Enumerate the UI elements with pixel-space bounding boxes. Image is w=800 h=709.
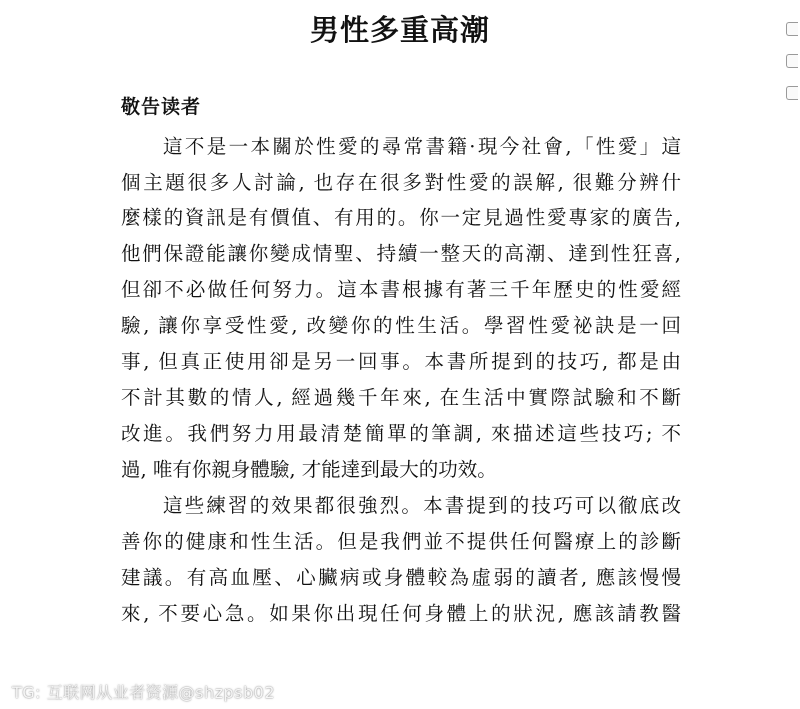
side-tab-icon[interactable] bbox=[786, 22, 798, 36]
side-tabs bbox=[786, 22, 800, 118]
text-line: 過, 唯有你親身體驗, 才能達到最大的功效。 bbox=[121, 458, 497, 481]
text-line: 這不是一本關於性愛的尋常書籍·現今社會,「性愛」這 bbox=[163, 135, 681, 158]
text-line: 但卻不必做任何努力。這本書根據有著三千年歷史的性愛經 bbox=[121, 278, 681, 301]
text-line: 麼樣的資訊是有價值、有用的。你一定見過性愛專家的廣告, bbox=[121, 206, 681, 229]
text-line: 善你的健康和性生活。但是我們並不提供任何醫療上的診斷 bbox=[121, 530, 681, 553]
page-title: 男性多重高潮 bbox=[309, 13, 490, 47]
text-line: 這些練習的效果都很強烈。本書提到的技巧可以徹底改 bbox=[163, 494, 681, 517]
text-line: 個主題很多人討論, 也存在很多對性愛的誤解, 很難分辨什 bbox=[121, 171, 681, 194]
text-line: 不計其數的情人, 經過幾千年來, 在生活中實際試驗和不斷 bbox=[121, 386, 681, 409]
side-tab-icon[interactable] bbox=[786, 86, 798, 100]
text-line: 改進。我們努力用最清楚簡單的筆調, 來描述這些技巧; 不 bbox=[121, 422, 681, 445]
text-line: 建議。有高血壓、心臟病或身體較為虛弱的讀者, 應該慢慢 bbox=[121, 566, 681, 589]
side-tab-icon[interactable] bbox=[786, 54, 798, 68]
watermark-text: TG: 互联网从业者资源@shzpsb02 bbox=[12, 683, 276, 702]
text-line: 事, 但真正使用卻是另一回事。本書所提到的技巧, 都是由 bbox=[121, 350, 681, 373]
text-line: 來, 不要心急。如果你出現任何身體上的狀況, 應該請教醫 bbox=[121, 602, 681, 625]
section-heading: 敬告读者 bbox=[121, 96, 202, 118]
text-line: 驗, 讓你享受性愛, 改變你的性生活。學習性愛祕訣是一回 bbox=[121, 314, 681, 337]
text-line: 他們保證能讓你變成情聖、持續一整天的高潮、達到性狂喜, bbox=[121, 242, 681, 265]
